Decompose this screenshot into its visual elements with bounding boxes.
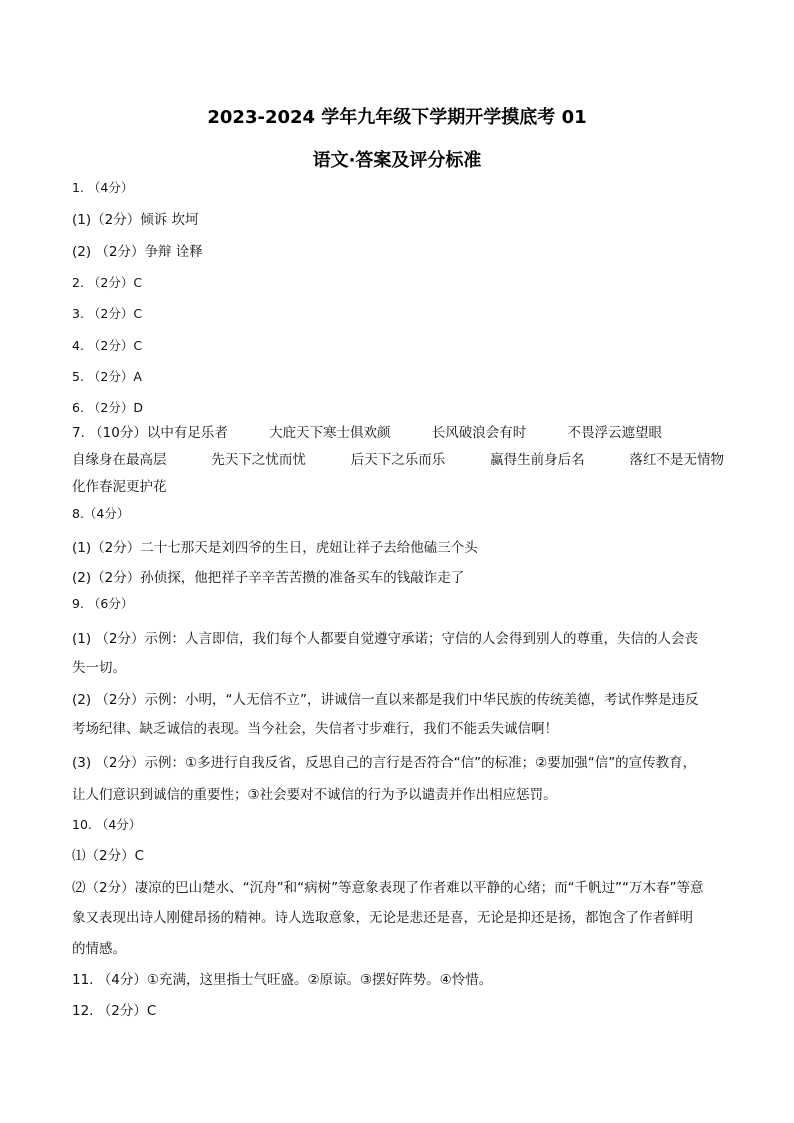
document-title: 2023-2024 学年九年级下学期开学摸底考 01 xyxy=(207,107,587,128)
question-6-answer: 6. （2分）D xyxy=(72,400,143,415)
question-9-part-2-line-1: (2) （2分）示例：小明，“人无信不立”，讲诚信一直以来都是我们中华民族的传统美德，考试作弊是违反 xyxy=(72,692,699,708)
question-7-item: 赢得生前身后名 xyxy=(490,452,585,468)
question-10-part-2-line-1: ⑵（2分）凄凉的巴山楚水、“沉舟”和“病树”等意象表现了作者难以平静的心绪；而“千帆过”“万木春”等意 xyxy=(72,880,704,896)
question-7-row-1 xyxy=(72,424,662,442)
question-9-part-2-line-2: 考场纪律、缺乏诚信的表现。当今社会，失信者寸步难行，我们不能丢失诚信啊！ xyxy=(72,721,558,737)
question-11-answer: 11. （4分）①充满，这里指士气旺盛。②原谅。③摆好阵势。④怜惜。 xyxy=(72,972,493,988)
question-10-part-2-line-3: 的情感。 xyxy=(72,941,126,957)
question-9-header: 9. （6分） xyxy=(72,596,134,611)
question-10-part-1: ⑴（2分）C xyxy=(72,848,145,864)
question-10-header: 10. （4分） xyxy=(72,817,142,832)
question-1-part-2: (2) （2分）争辩 诠释 xyxy=(72,244,203,260)
question-7-item: 落红不是无情物 xyxy=(629,452,724,468)
question-8-part-1: (1)（2分）二十七那天是刘四爷的生日，虎妞让祥子去给他磕三个头 xyxy=(72,540,478,556)
question-7-item: 先天下之忧而忧 xyxy=(211,452,306,468)
question-7-item: 不畏浮云遮望眼 xyxy=(567,425,662,441)
question-9-part-1-line-1: (1) （2分）示例：人言即信，我们每个人都要自觉遵守承诺；守信的人会得到别人的尊重，失信的人会丧 xyxy=(72,631,699,647)
question-7-item: 大庇天下寒士俱欢颜 xyxy=(269,425,391,441)
question-2-answer: 2. （2分）C xyxy=(72,275,143,290)
question-7-item: 7. （10分）以中有足乐者 xyxy=(72,425,228,441)
question-3-answer: 3. （2分）C xyxy=(72,306,143,321)
question-8-header: 8.（4分） xyxy=(72,506,130,521)
question-7-item: 长风破浪会有时 xyxy=(431,425,527,441)
question-1-part-1: (1)（2分）倾诉 坎坷 xyxy=(72,212,199,228)
question-7-item: 后天下之乐而乐 xyxy=(350,452,446,468)
question-7-row-3: 化作春泥更护花 xyxy=(72,479,167,495)
question-9-part-3-line-2: 让人们意识到诚信的重要性；③社会要对不诚信的行为予以谴责并作出相应惩罚。 xyxy=(72,787,557,803)
question-5-answer: 5. （2分）A xyxy=(72,369,142,384)
question-1-header: 1. （4分） xyxy=(72,180,134,195)
document-subtitle: 语文·答案及评分标准 xyxy=(312,150,482,171)
question-12-answer: 12. （2分）C xyxy=(72,1003,157,1019)
question-7-item: 自缘身在最高层 xyxy=(72,452,167,468)
question-4-answer: 4. （2分）C xyxy=(72,338,143,353)
question-7-row-2 xyxy=(72,451,724,469)
question-8-part-2: (2)（2分）孙侦探，他把祥子辛辛苦苦攒的准备买车的钱敲诈走了 xyxy=(72,570,465,586)
question-9-part-1-line-2: 失一切。 xyxy=(72,660,126,676)
question-9-part-3-line-1: (3) （2分）示例：①多进行自我反省，反思自己的言行是否符合“信”的标准；②要加强“信”的宣传教育， xyxy=(72,755,697,771)
question-10-part-2-line-2: 象又表现出诗人刚健昂扬的精神。诗人选取意象，无论是悲还是喜，无论是抑还是扬，都饱含了作者鲜明 xyxy=(72,910,693,926)
